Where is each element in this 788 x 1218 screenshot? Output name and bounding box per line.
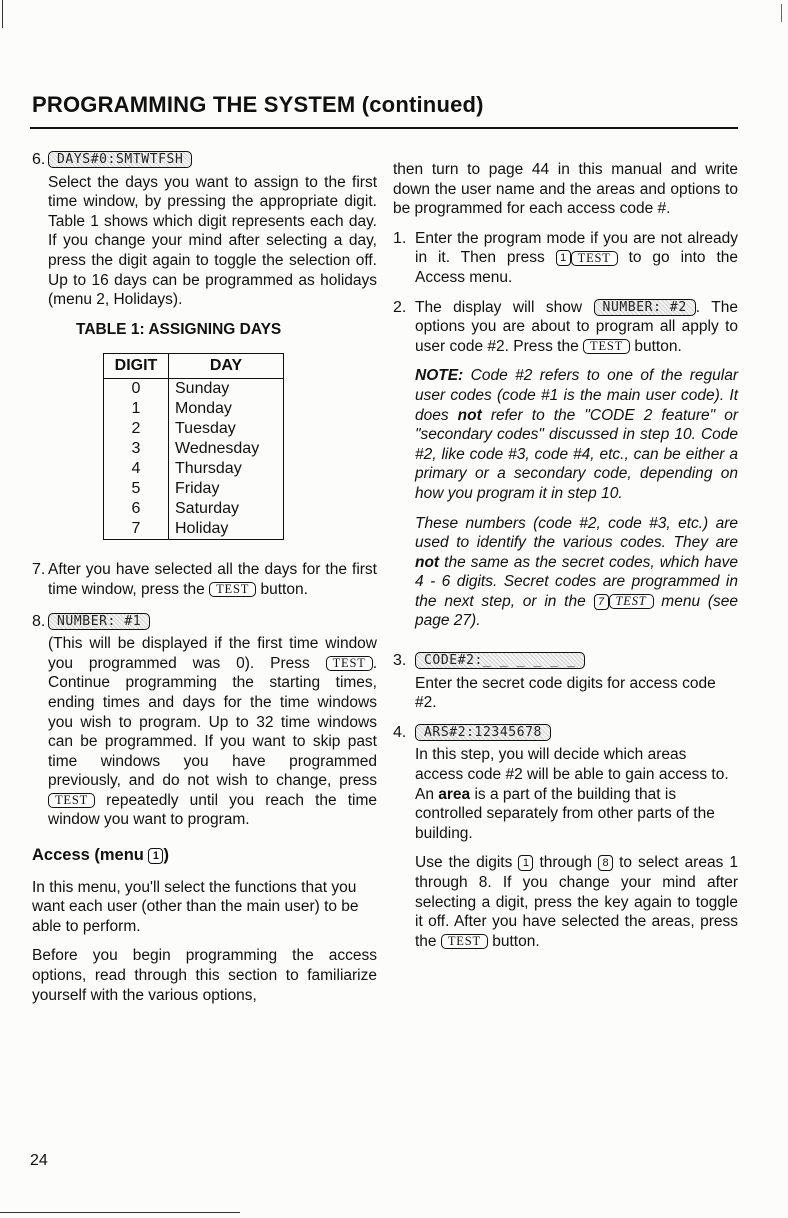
- step-text: Use the digits: [415, 854, 519, 872]
- note-emphasis: not: [415, 553, 440, 571]
- assigning-days-table: [103, 353, 284, 540]
- table-row: [104, 459, 284, 479]
- table-cell-digit: 3: [104, 439, 169, 459]
- table-cell-digit: 0: [104, 379, 169, 400]
- right-column: [393, 160, 738, 971]
- digit-key: 1: [148, 848, 163, 864]
- digit-key: 8: [598, 855, 613, 871]
- table-cell-day: Sunday: [175, 380, 230, 398]
- digit-key: 7: [594, 594, 609, 610]
- table-cell-day: Monday: [175, 400, 232, 418]
- table-row: [104, 499, 284, 519]
- digit-key: 1: [518, 855, 533, 871]
- step-text-block: [48, 634, 377, 830]
- table-row: [104, 479, 284, 499]
- table-cell-digit: 5: [104, 479, 169, 499]
- test-key: TEST: [441, 934, 488, 949]
- test-key: TEST: [571, 251, 618, 266]
- table-cell-day: Holiday: [175, 520, 229, 538]
- table-cell-digit: 4: [104, 459, 169, 479]
- step-number: 6.: [32, 151, 46, 168]
- note-text: Code #2 refers to one of the regular user codes (code #1 is the main user code). It does: [415, 367, 738, 424]
- table-header-row: [104, 354, 284, 379]
- note-text: These numbers (code #2, code #3, etc.) are used to identify the various codes. They are: [415, 514, 738, 552]
- table-cell-digit: 1: [104, 399, 169, 419]
- test-key: TEST: [609, 594, 654, 609]
- scan-edge-left: [2, 0, 3, 28]
- test-key: TEST: [48, 793, 95, 808]
- step-text: (This will be displayed if the first time window you programmed was 0). Press: [48, 635, 377, 672]
- step-number: 7.: [32, 561, 46, 579]
- scan-edge-right: [781, 4, 782, 22]
- step-body: [48, 560, 377, 599]
- step-body: [415, 651, 738, 713]
- lcd-display-code: CODE#2:_ _ _ _ _ _: [415, 652, 585, 669]
- step-text: . The options you are about to program all apply to user code #2. Press the: [415, 298, 738, 355]
- access-paragraph: Before you begin programming the access options, read through this section to familiarize yourself with the various options,: [32, 947, 377, 1004]
- page-title: PROGRAMMING THE SYSTEM (continued): [32, 92, 484, 117]
- heading-text: Access (menu: [32, 846, 149, 865]
- step-text: to go into the Access menu.: [415, 249, 738, 286]
- table-cell-digit: 6: [104, 499, 169, 519]
- test-key: TEST: [209, 582, 256, 597]
- lcd-display-number: NUMBER: #1: [48, 613, 150, 630]
- access-paragraph: In this menu, you'll select the functions that you want each user (other than the main user) to be able to perform.: [32, 878, 359, 935]
- step-text: In this step, you will decide which areas access code #2 will be able to gain access to. An: [415, 746, 729, 803]
- step-text: to select areas 1 through 8. If you change your mind after selecting a digit, press the key again to toggle it off. After you have selected the areas, press the: [415, 854, 738, 950]
- table-row: [104, 399, 284, 419]
- table-cell-day: Thursday: [175, 460, 242, 478]
- step-text: . Continue programming the starting times, ending times and days for the time windows you wish to program. Up to 32 time windows can be programmed. If you want to skip past time windows you have programmed previously, and do not wish to change, press: [48, 654, 377, 790]
- step-text: Select the days you want to assign to the first time window, by pressing the appropriate digit. Table 1 shows which digit represents each day. If you change your mind after selecting a day, press the digit again to toggle the selection off. Up to 16 days can be programmed as holidays (menu 2, Holidays).: [48, 173, 377, 309]
- note-text: refer to the "CODE 2 feature" or "secondary codes" discussed in step 10. Code #2, like code #3, code #4, etc., can be either a primary or a secondary code, depending on how you program it in step 10.: [415, 406, 738, 502]
- intro-paragraph: then turn to page 44 in this manual and write down the user name and the areas and options to be programmed for each access code #.: [393, 161, 738, 218]
- step-body: [48, 612, 377, 831]
- note-label: NOTE:: [415, 367, 464, 385]
- step-number: 8.: [32, 612, 46, 630]
- test-key: TEST: [326, 656, 373, 671]
- note-paragraph: [415, 366, 738, 503]
- table-row: [104, 439, 284, 459]
- digit-key: 1: [556, 250, 571, 266]
- table-cell-day: Wednesday: [175, 440, 260, 458]
- test-key: TEST: [583, 339, 630, 354]
- table-cell-day: Saturday: [175, 500, 240, 518]
- step-number: 2.: [393, 298, 407, 316]
- table-cell-digit: 7: [104, 519, 169, 540]
- table-cell-day: Tuesday: [175, 420, 236, 438]
- step-text-block: [415, 853, 738, 951]
- step-4: [393, 723, 738, 962]
- table-header-digit: DIGIT: [104, 354, 169, 379]
- lcd-display-areas: ARS#2:12345678: [415, 724, 551, 741]
- table-row: [104, 519, 284, 540]
- step-3: [393, 651, 738, 713]
- step-body: [48, 150, 377, 310]
- step-body: [415, 298, 738, 642]
- step-text: button.: [630, 337, 682, 355]
- step-text: After you have selected all the days for the first time window, press the: [48, 561, 377, 598]
- step-7: [32, 560, 377, 599]
- step-text: is a part of the building that is controlled separately from other parts of the building.: [415, 785, 715, 842]
- step-number: 3.: [393, 652, 407, 670]
- lcd-display-days: DAYS#0:SMTWTFSH: [48, 151, 192, 168]
- table-row: [104, 419, 284, 439]
- step-body: [415, 229, 738, 288]
- heading-text: ): [163, 846, 169, 865]
- table-header-day: DAY: [169, 354, 284, 379]
- step-text-block: [415, 298, 738, 357]
- step-1: [393, 229, 738, 288]
- title-rule: [30, 127, 738, 129]
- step-number: 1.: [393, 229, 407, 247]
- step-text: Enter the secret code digits for access code #2.: [415, 674, 716, 712]
- step-text: repeatedly until you reach the time window you want to program.: [48, 791, 377, 829]
- note-emphasis: not: [457, 406, 482, 424]
- step-8: [32, 612, 377, 831]
- step-text: Enter the program mode if you are not already in it. Then press: [415, 229, 738, 267]
- step-text-block: [415, 745, 738, 843]
- area-emphasis: area: [438, 785, 471, 803]
- step-text: button.: [487, 932, 540, 950]
- step-6: [32, 150, 377, 310]
- step-text: The display will show: [415, 298, 594, 316]
- step-body: [415, 723, 738, 962]
- page-number: 24: [30, 1152, 48, 1169]
- step-number: 4.: [393, 723, 407, 741]
- table-row: [104, 379, 284, 400]
- access-heading: [32, 846, 377, 866]
- step-text: through: [533, 854, 599, 872]
- step-text: button.: [256, 580, 308, 598]
- table-cell-day: Friday: [175, 480, 220, 498]
- note-paragraph: [415, 514, 738, 632]
- lcd-display-number: NUMBER: #2: [594, 299, 696, 316]
- note-text: the same as the secret codes, which have 4 - 6 digits. Secret codes are programmed in the next step, or in the: [415, 553, 738, 610]
- bottom-rule: [0, 1212, 240, 1213]
- table-caption: TABLE 1: ASSIGNING DAYS: [76, 320, 282, 338]
- note-text: menu (see page 27).: [415, 592, 738, 630]
- step-2: [393, 298, 738, 642]
- left-column: [32, 150, 377, 1015]
- table-cell-digit: 2: [104, 419, 169, 439]
